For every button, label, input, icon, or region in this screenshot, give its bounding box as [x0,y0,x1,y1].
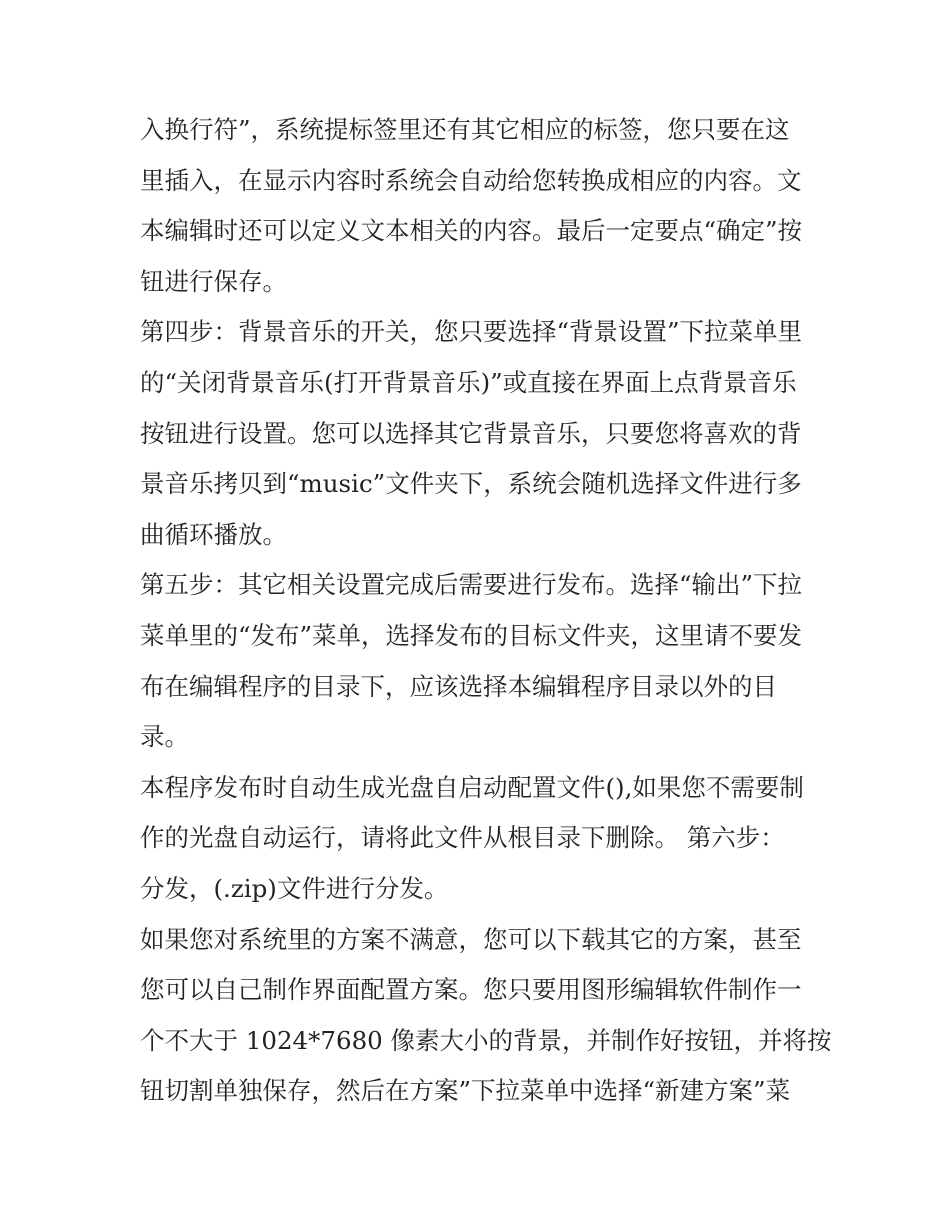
text-line: 您可以自己制作界面配置方案。您只要用图形编辑软件制作一 [140,975,802,1005]
text-line: 钮切割单独保存，然后在方案”下拉菜单中选择“新建方案”菜 [140,1076,791,1106]
text-line: 本程序发布时自动生成光盘自启动配置文件(),如果您不需要制 [140,772,804,802]
text-line: 入换行符”，系统提标签里还有其它相应的标签，您只要在这 [140,115,790,144]
text-line: 的“关闭背景音乐(打开背景音乐)”或直接在界面上点背景音乐 [140,367,797,397]
text-line: 里插入，在显示内容时系统会自动给您转换成相应的内容。文 [140,165,802,195]
text-line: 如果您对系统里的方案不满意，您可以下载其它的方案，甚至 [140,924,802,954]
text-line: 本编辑时还可以定义文本相关的内容。最后一定要点“确定”按 [140,216,803,246]
text-line: 录。 [140,722,189,752]
text-line: 个不大于 1024*7680 像素大小的背景，并制作好按钮，并将按 [140,1025,832,1055]
text-line: 钮进行保存。 [140,266,287,296]
text-line: 第四步：背景音乐的开关，您只要选择“背景设置”下拉菜单里 [140,317,803,347]
text-line: 作的光盘自动运行，请将此文件从根目录下删除。 第六步： [140,823,785,853]
text-line: 景音乐拷贝到“music”文件夹下，系统会随机选择文件进行多 [140,469,802,499]
text-line: 分发，(.zip)文件进行分发。 [140,873,449,903]
text-line: 按钮进行设置。您可以选择其它背景音乐，只要您将喜欢的背 [140,418,802,448]
text-line: 布在编辑程序的目录下，应该选择本编辑程序目录以外的目 [140,671,777,701]
document-body [140,105,832,1117]
text-line: 曲循环播放。 [140,519,287,549]
text-line: 第五步：其它相关设置完成后需要进行发布。选择“输出”下拉 [140,570,803,600]
text-line: 菜单里的“发布”菜单，选择发布的目标文件夹，这里请不要发 [140,620,803,650]
